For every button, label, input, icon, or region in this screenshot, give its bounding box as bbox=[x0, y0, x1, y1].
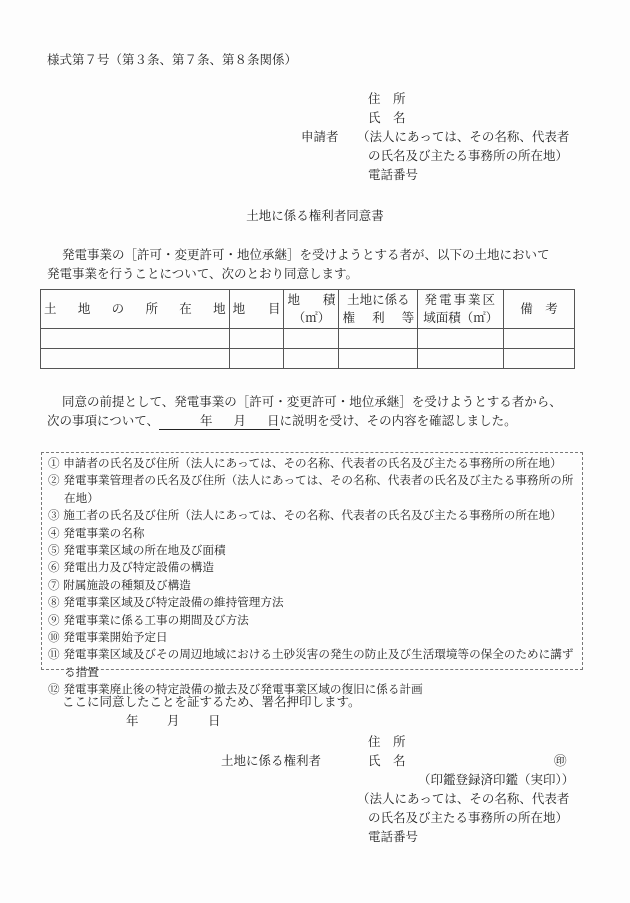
applicant-corp-note-2: の氏名及び主たる事務所の所在地） bbox=[368, 148, 569, 163]
explanation-items-list bbox=[48, 455, 578, 699]
list-item: ③ 施工者の氏名及び住所（法人にあっては、その名称、代表者の氏名及び主たる事務所の所在地） bbox=[48, 508, 562, 523]
certify-day[interactable]: 日 bbox=[208, 713, 221, 728]
cell-location[interactable] bbox=[41, 349, 230, 369]
seal-icon: ㊞ bbox=[554, 753, 567, 768]
header-char: 土 bbox=[44, 301, 57, 316]
header-project-area bbox=[418, 290, 504, 329]
header-char: 地 bbox=[77, 301, 91, 316]
header-location bbox=[41, 290, 230, 329]
cell-project-area[interactable] bbox=[418, 349, 504, 369]
list-item: ⑥ 発電出力及び特定設備の構造 bbox=[48, 560, 214, 575]
cell-remarks[interactable] bbox=[504, 349, 575, 369]
table-row bbox=[41, 349, 575, 369]
applicant-corp-note-1: （法人にあっては、その名称、代表者 bbox=[357, 129, 570, 144]
list-item: ⑤ 発電事業区域の所在地及び面積 bbox=[48, 543, 226, 558]
list-item: ⑪ 発電事業区域及びその周辺地域における土砂災害の発生の防止及び生活環境等の保全のために講ずる措置 bbox=[48, 647, 574, 679]
certify-text: ここに同意したことを証するため、署名押印します。 bbox=[62, 694, 361, 709]
list-item: ⑦ 附属施設の種類及び構造 bbox=[48, 577, 191, 592]
intro-line-2: 発電事業を行うことについて、次のとおり同意します。 bbox=[47, 266, 359, 281]
form-number: 様式第７号（第３条、第７条、第８条関係） bbox=[47, 52, 298, 67]
premise-suffix: に説明を受け、その内容を確認しました。 bbox=[279, 413, 517, 428]
cell-area[interactable] bbox=[284, 349, 339, 369]
header-char: 所 bbox=[145, 301, 158, 316]
cell-category[interactable] bbox=[229, 329, 284, 349]
premise-line-1: 同意の前提として、発電事業の［許可・変更許可・地位承継］を受けようとする者から、 bbox=[62, 394, 562, 409]
header-char: の bbox=[111, 301, 125, 316]
applicant-address-label: 住 所 bbox=[368, 91, 406, 106]
cell-area[interactable] bbox=[284, 329, 339, 349]
header-char: 目 bbox=[267, 301, 281, 316]
header-category bbox=[229, 290, 284, 329]
header-remarks: 備 考 bbox=[504, 290, 575, 329]
certify-year[interactable]: 年 bbox=[126, 713, 139, 728]
applicant-role-label: 申請者 bbox=[301, 129, 339, 144]
header-project-area-line-2: 域面積（㎡） bbox=[423, 310, 499, 325]
list-item: ④ 発電事業の名称 bbox=[48, 525, 145, 540]
holder-corp-note-1: （法人にあっては、その名称、代表者 bbox=[357, 791, 570, 806]
holder-role-label: 土地に係る権利者 bbox=[221, 753, 322, 768]
holder-name-label: 氏 名 bbox=[368, 753, 406, 768]
document-title: 土地に係る権利者同意書 bbox=[246, 208, 384, 223]
header-char: 地 bbox=[213, 301, 226, 316]
premise-prefix: 次の事項について、 bbox=[47, 413, 160, 428]
land-table bbox=[40, 289, 575, 369]
header-char: 権 bbox=[342, 310, 355, 325]
header-rights-line-1: 土地に係る bbox=[347, 292, 410, 307]
list-item: ① 申請者の氏名及び住所（法人にあっては、その名称、代表者の氏名及び主たる事務所の所在地） bbox=[48, 456, 562, 470]
header-char: 地 bbox=[232, 301, 246, 316]
holder-corp-note-2: の氏名及び主たる事務所の所在地） bbox=[368, 810, 569, 825]
header-area-unit: （㎡） bbox=[292, 310, 331, 325]
list-item: ⑫ 発電事業廃止後の特定設備の撤去及び発電事業区域の復旧に係る計画 bbox=[48, 682, 423, 697]
list-item: ⑧ 発電事業区域及び特定設備の維持管理方法 bbox=[48, 595, 284, 610]
cell-rights[interactable] bbox=[339, 329, 418, 349]
cell-category[interactable] bbox=[229, 349, 284, 369]
holder-phone-label: 電話番号 bbox=[368, 829, 419, 844]
intro-line-1: 発電事業の［許可・変更許可・地位承継］を受けようとする者が、以下の土地において bbox=[62, 247, 550, 262]
list-item: ② 発電事業管理者の氏名及び住所（法人にあっては、その名称、代表者の氏名及び主たる事務所の所在地） bbox=[48, 473, 574, 505]
table-header-row bbox=[41, 290, 575, 329]
header-rights bbox=[339, 290, 418, 329]
cell-project-area[interactable] bbox=[418, 329, 504, 349]
header-char: 在 bbox=[179, 301, 192, 316]
explanation-date-field[interactable] bbox=[159, 412, 280, 430]
certify-month[interactable]: 月 bbox=[167, 713, 180, 728]
applicant-phone-label: 電話番号 bbox=[368, 167, 419, 182]
header-char: 等 bbox=[401, 310, 415, 325]
premise-line-2 bbox=[47, 411, 517, 430]
cell-location[interactable] bbox=[41, 329, 230, 349]
holder-address-label: 住 所 bbox=[368, 734, 406, 749]
header-char: 地 bbox=[287, 292, 300, 307]
applicant-name-label: 氏 名 bbox=[368, 110, 406, 125]
cell-rights[interactable] bbox=[339, 349, 418, 369]
list-item: ⑨ 発電事業に係る工事の期間及び方法 bbox=[48, 612, 249, 627]
list-item: ⑩ 発電事業開始予定日 bbox=[48, 630, 168, 645]
header-project-area-line-1: 発電事業区 bbox=[424, 292, 497, 307]
header-char: 利 bbox=[372, 310, 385, 325]
header-char: 積 bbox=[322, 292, 336, 307]
date-month: 月 bbox=[233, 413, 247, 428]
header-area bbox=[284, 290, 339, 329]
table-row bbox=[41, 329, 575, 349]
cell-remarks[interactable] bbox=[504, 329, 575, 349]
date-year: 年 bbox=[200, 413, 213, 428]
date-day: 日 bbox=[267, 413, 280, 428]
holder-seal-note: （印鑑登録済印鑑（実印）） bbox=[418, 772, 575, 787]
